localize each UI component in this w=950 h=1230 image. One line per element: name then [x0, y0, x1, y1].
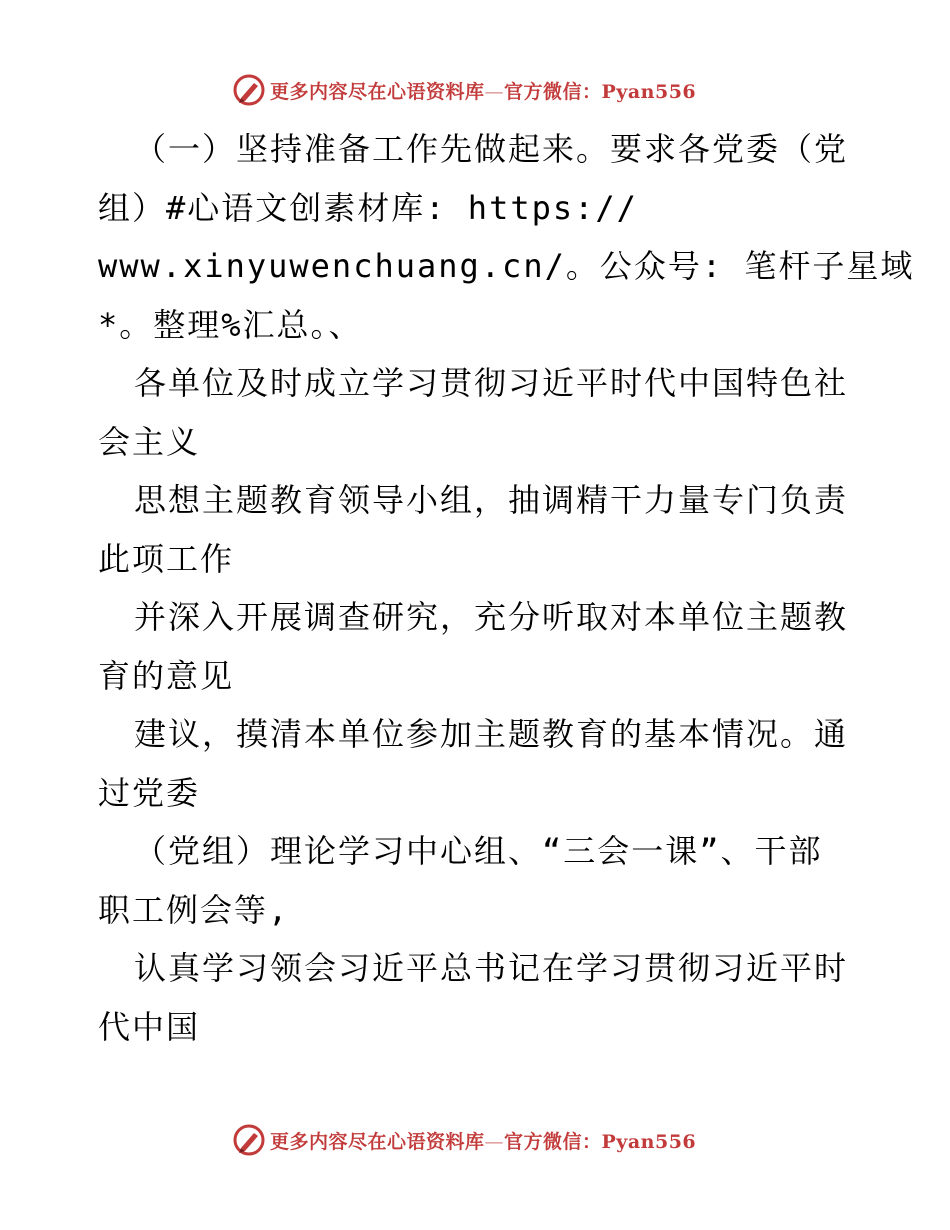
- text-line: www.xinyuwenchuang.cn/。公众号: 笔杆子星域: [98, 247, 915, 285]
- watermark-text: 更多内容尽在心语资料库: [270, 80, 485, 103]
- paragraph: [98, 588, 858, 705]
- watermark-text: 更多内容尽在心语资料库: [270, 1130, 485, 1153]
- paragraph: [98, 120, 915, 354]
- paragraph: [98, 354, 858, 471]
- watermark-dash: —: [484, 80, 505, 103]
- text-line: 代中国: [98, 1007, 201, 1046]
- text-line: 各单位及时成立学习贯彻习近平时代中国特色社: [134, 364, 849, 402]
- watermark-wechat: 官方微信：Pyan556: [504, 80, 697, 103]
- paragraph: [98, 822, 858, 939]
- header-watermark: [232, 72, 696, 108]
- text-line: （一）坚持准备工作先做起来。要求各党委（党: [134, 130, 849, 168]
- text-line: 并深入开展调查研究，充分听取对本单位主题教: [134, 598, 849, 636]
- text-line: 此项工作: [98, 539, 235, 578]
- text-line: 会主义: [98, 422, 201, 461]
- text-line: 组）#心语文创素材库: https://: [98, 188, 638, 227]
- watermark-wechat: 官方微信：Pyan556: [504, 1130, 697, 1153]
- text-line: 建议，摸清本单位参加主题教育的基本情况。通: [134, 715, 849, 753]
- text-line: （党组）理论学习中心组、“三会一课”、干部: [134, 832, 823, 870]
- text-line: 思想主题教育领导小组，抽调精干力量专门负责: [134, 481, 849, 519]
- footer-watermark: [232, 1122, 696, 1158]
- paragraph: [98, 705, 858, 822]
- pen-logo-icon: [232, 1123, 266, 1157]
- text-line: 认真学习领会习近平总书记在学习贯彻习近平时: [134, 949, 849, 987]
- text-line: *。整理%汇总。、: [98, 305, 363, 344]
- body-text: [98, 120, 915, 1056]
- pen-logo-icon: [232, 73, 266, 107]
- text-line: 育的意见: [98, 656, 235, 695]
- text-line: 职工例会等,: [98, 890, 290, 929]
- watermark-dash: —: [484, 1130, 505, 1153]
- paragraph: [98, 471, 858, 588]
- paragraph: [98, 939, 858, 1056]
- text-line: 过党委: [98, 773, 201, 812]
